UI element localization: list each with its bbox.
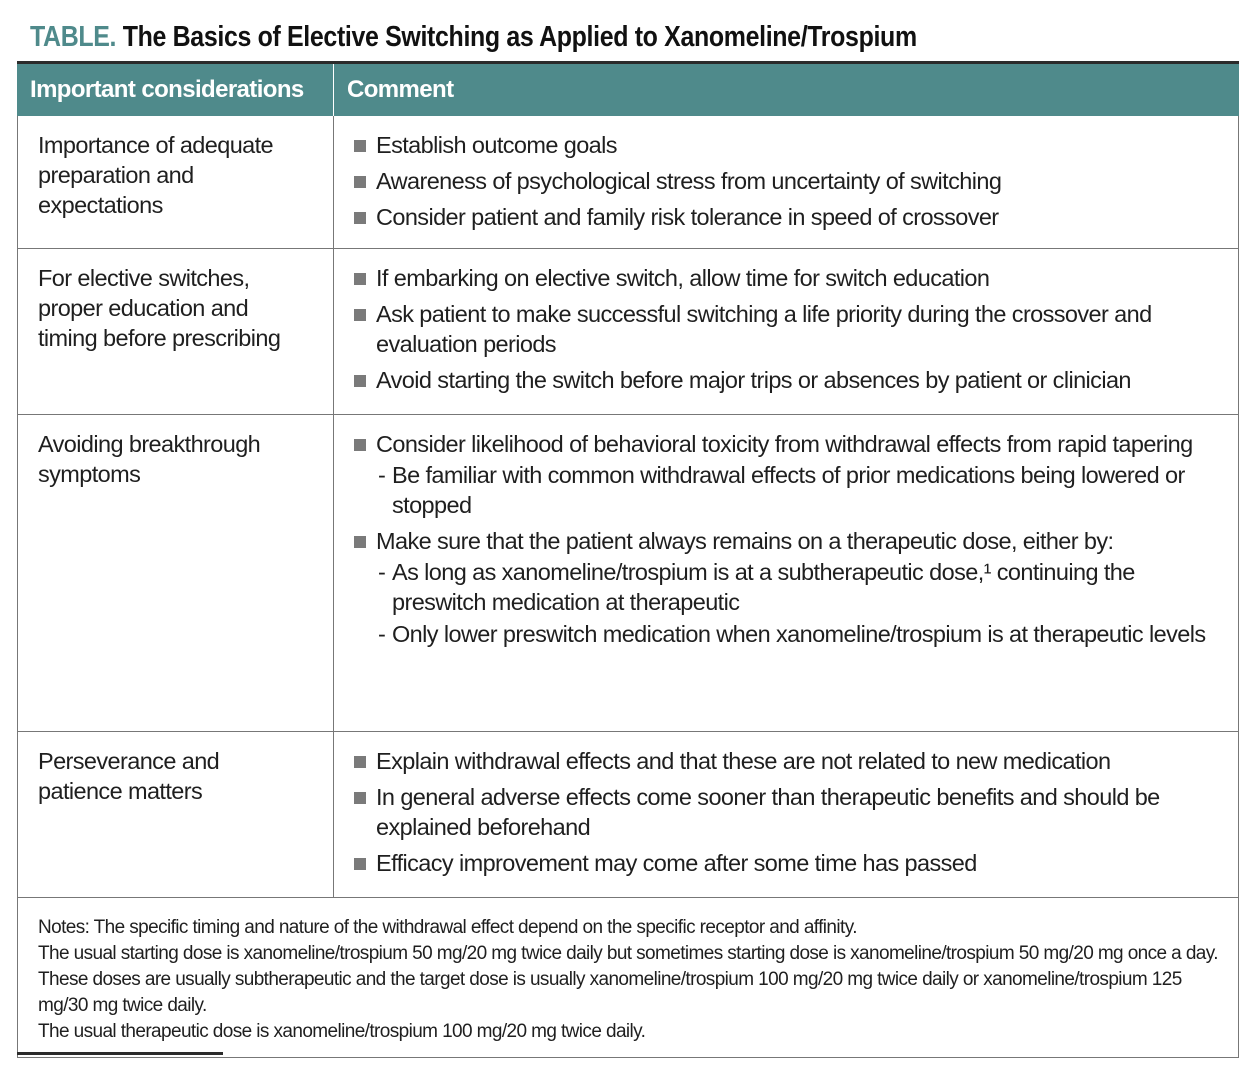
bullet-text: Awareness of psychological stress from uncertainty of switching bbox=[376, 168, 1002, 194]
comment-bullet bbox=[354, 299, 1228, 359]
dash-icon: - bbox=[378, 462, 386, 488]
table-header-row bbox=[17, 64, 1239, 116]
consideration-line: expectations bbox=[38, 192, 163, 218]
comment-bullet bbox=[354, 365, 1228, 395]
square-bullet-icon bbox=[354, 858, 366, 870]
table-title-text: The Basics of Elective Switching as Applied to Xanomeline/Trospium bbox=[122, 21, 917, 53]
square-bullet-icon bbox=[354, 273, 366, 285]
consideration-line: Avoiding breakthrough bbox=[38, 431, 261, 457]
square-bullet-icon bbox=[354, 536, 366, 548]
comment-bullet bbox=[354, 263, 1228, 293]
comment-cell bbox=[334, 415, 1238, 731]
considerations-table bbox=[17, 61, 1239, 1058]
table-notes bbox=[17, 898, 1239, 1058]
comment-bullet bbox=[354, 130, 1228, 160]
consideration-line: proper education and bbox=[38, 295, 249, 321]
square-bullet-icon bbox=[354, 212, 366, 224]
consideration-line: Importance of adequate bbox=[38, 132, 274, 158]
bullet-text: Consider likelihood of behavioral toxicity from withdrawal effects from rapid tapering bbox=[376, 431, 1193, 457]
table-row bbox=[17, 732, 1239, 898]
bullet-text: Efficacy improvement may come after some time has passed bbox=[376, 850, 977, 876]
header-comment: Comment bbox=[333, 64, 1239, 116]
bullet-text: In general adverse effects come sooner than therapeutic benefits and should be explained beforehand bbox=[376, 784, 1160, 840]
comment-cell bbox=[334, 116, 1238, 248]
comment-bullet bbox=[354, 746, 1228, 776]
consideration-line: symptoms bbox=[38, 461, 141, 487]
square-bullet-icon bbox=[354, 439, 366, 451]
bottom-rule bbox=[17, 1052, 223, 1055]
comment-bullet bbox=[354, 429, 1228, 459]
note-line: Notes: The specific timing and nature of the withdrawal effect depend on the specific receptor and affinity. bbox=[38, 917, 857, 938]
square-bullet-icon bbox=[354, 792, 366, 804]
bullet-text: Consider patient and family risk tolerance in speed of crossover bbox=[376, 204, 999, 230]
square-bullet-icon bbox=[354, 375, 366, 387]
table-row bbox=[17, 249, 1239, 415]
comment-bullet bbox=[354, 782, 1228, 842]
comment-bullet bbox=[354, 526, 1228, 556]
sub-bullet-text: Only lower preswitch medication when xanomeline/trospium is at therapeutic levels bbox=[392, 621, 1206, 647]
consideration-cell bbox=[18, 249, 334, 414]
bullet-text: If embarking on elective switch, allow time for switch education bbox=[376, 265, 990, 291]
bullet-text: Establish outcome goals bbox=[376, 132, 617, 158]
square-bullet-icon bbox=[354, 756, 366, 768]
bullet-text: Avoid starting the switch before major trips or absences by patient or clinician bbox=[376, 367, 1131, 393]
header-important-considerations: Important considerations bbox=[30, 76, 304, 103]
comment-sub-bullet bbox=[354, 619, 1228, 649]
consideration-cell bbox=[18, 116, 334, 248]
table-title-tag: TABLE. bbox=[30, 21, 117, 53]
comment-sub-bullet bbox=[354, 460, 1228, 520]
square-bullet-icon bbox=[354, 176, 366, 188]
consideration-line: preparation and bbox=[38, 162, 194, 188]
sub-bullet-text: Be familiar with common withdrawal effects of prior medications being lowered or stopped bbox=[392, 462, 1185, 518]
bullet-text: Ask patient to make successful switching a life priority during the crossover and evaluation periods bbox=[376, 301, 1152, 357]
comment-cell bbox=[334, 249, 1238, 414]
consideration-cell bbox=[18, 732, 334, 897]
dash-icon: - bbox=[378, 559, 386, 585]
comment-cell bbox=[334, 732, 1238, 897]
comment-sub-bullet bbox=[354, 557, 1228, 617]
consideration-cell bbox=[18, 415, 334, 731]
sub-bullet-text: As long as xanomeline/trospium is at a subtherapeutic dose,¹ continuing the preswitch medication at therapeutic bbox=[392, 559, 1135, 615]
dash-icon: - bbox=[378, 621, 386, 647]
square-bullet-icon bbox=[354, 309, 366, 321]
consideration-line: Perseverance and bbox=[38, 748, 220, 774]
comment-bullet bbox=[354, 166, 1228, 196]
consideration-line: patience matters bbox=[38, 778, 203, 804]
comment-bullet bbox=[354, 202, 1228, 232]
table-row bbox=[17, 415, 1239, 732]
note-line: The usual starting dose is xanomeline/trospium 50 mg/20 mg twice daily but sometimes starting dose is xanomeline/trospium 50 mg/20 mg once a day. These doses are usually subtherapeutic and the target dose is usually xanomeline/trospium 100 mg/20 mg twice daily or xanomeline/trospium 125 mg/30 mg twice daily. bbox=[38, 943, 1218, 1016]
consideration-line: timing before prescribing bbox=[38, 325, 281, 351]
bullet-text: Make sure that the patient always remains on a therapeutic dose, either by: bbox=[376, 528, 1114, 554]
bullet-text: Explain withdrawal effects and that these are not related to new medication bbox=[376, 748, 1111, 774]
consideration-line: For elective switches, bbox=[38, 265, 250, 291]
note-line: The usual therapeutic dose is xanomeline/trospium 100 mg/20 mg twice daily. bbox=[38, 1021, 646, 1042]
table-row bbox=[17, 116, 1239, 249]
comment-bullet bbox=[354, 848, 1228, 878]
square-bullet-icon bbox=[354, 140, 366, 152]
table-title bbox=[30, 18, 917, 56]
